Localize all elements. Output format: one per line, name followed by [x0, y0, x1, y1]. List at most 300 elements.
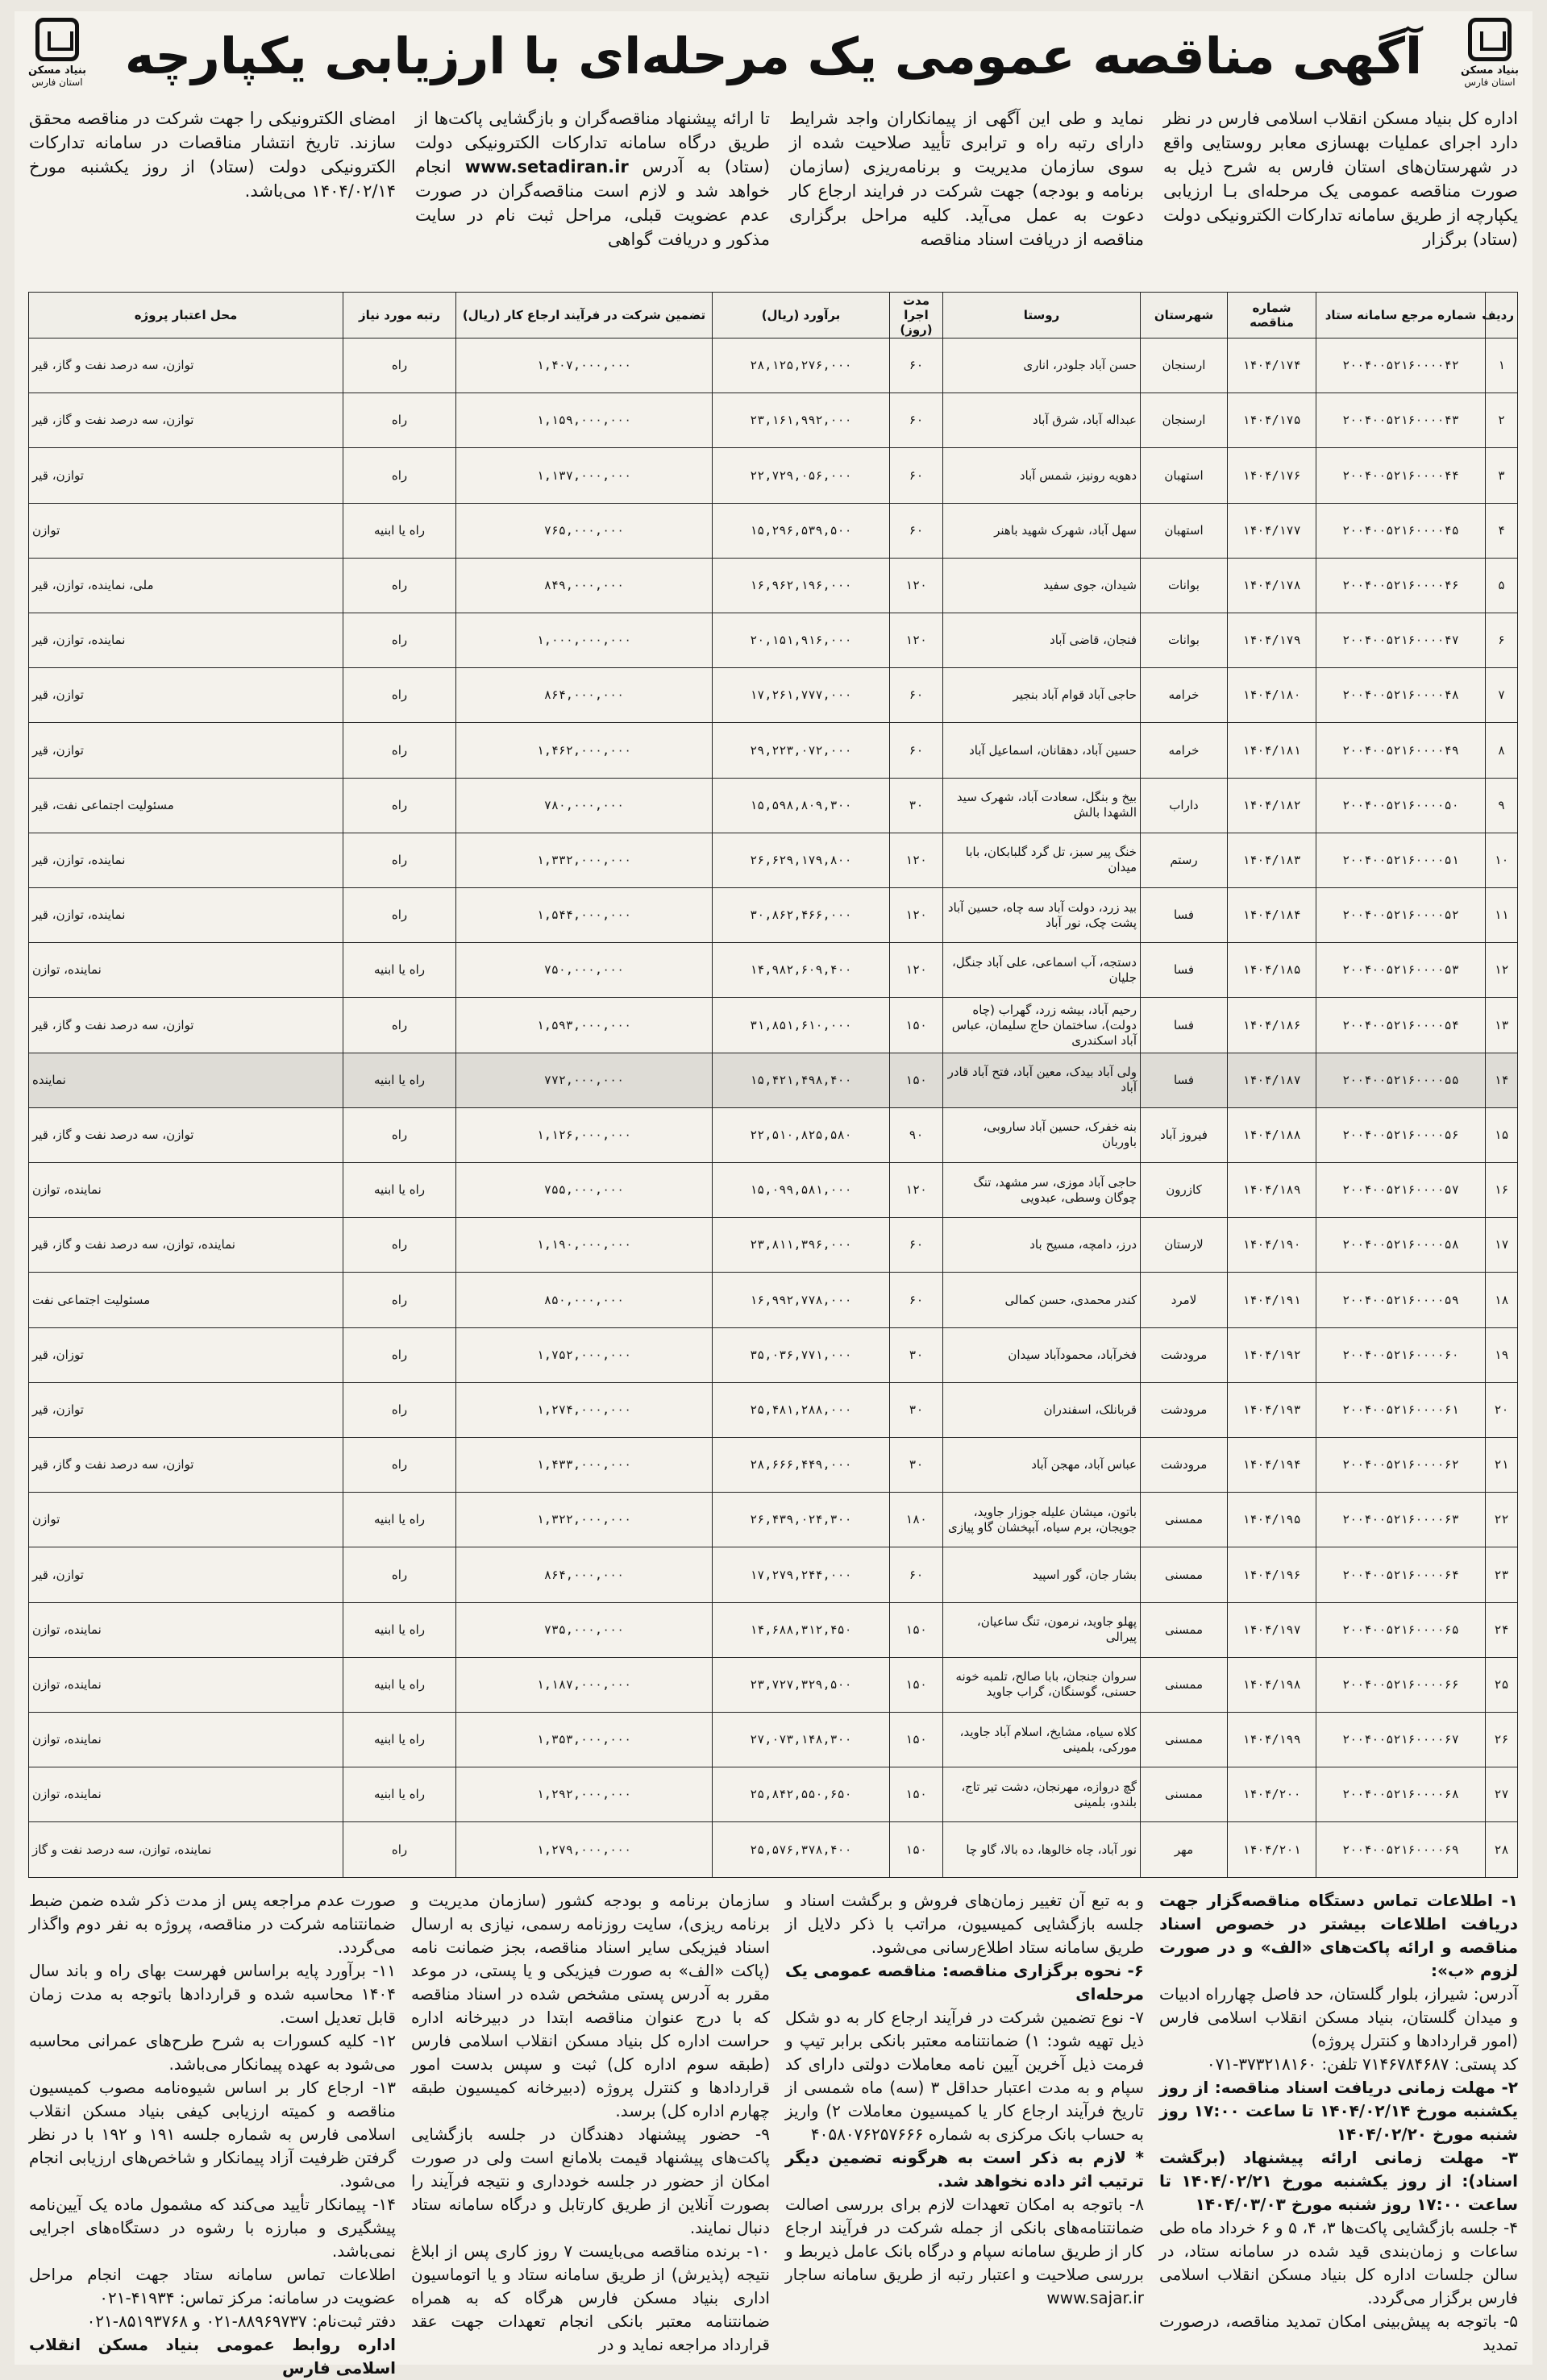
- cell-credit-source: نماینده، توازن، قیر: [29, 888, 343, 943]
- tender-table-wrapper: [29, 292, 1518, 1878]
- cell-reference: ۲۰۰۴۰۰۵۲۱۶۰۰۰۰۶۱: [1316, 1382, 1486, 1437]
- cell-village: دهویه رونیز، شمس آباد: [943, 448, 1141, 503]
- cell-tender-number: ۱۴۰۴/۱۷۴: [1228, 339, 1316, 393]
- cell-guarantee: ۷۶۵,۰۰۰,۰۰۰: [456, 503, 713, 558]
- cell-row-number: ۱۲: [1486, 943, 1518, 998]
- cell-guarantee: ۷۸۰,۰۰۰,۰۰۰: [456, 778, 713, 833]
- cell-tender-number: ۱۴۰۴/۱۹۸: [1228, 1657, 1316, 1712]
- header: [15, 11, 1532, 100]
- table-header-row: [29, 293, 1518, 339]
- cell-row-number: ۱۶: [1486, 1163, 1518, 1218]
- cell-grade: راه یا ابنیه: [343, 1493, 456, 1547]
- cell-grade: راه: [343, 613, 456, 668]
- cell-grade: راه: [343, 1327, 456, 1382]
- cell-county: مرودشت: [1141, 1382, 1228, 1437]
- cell-county: لارستان: [1141, 1218, 1228, 1273]
- table-row: [29, 1327, 1518, 1382]
- cell-grade: راه یا ابنیه: [343, 1163, 456, 1218]
- cell-tender-number: ۱۴۰۴/۱۹۴: [1228, 1438, 1316, 1493]
- cell-duration: ۱۵۰: [890, 1053, 943, 1107]
- cell-grade: راه یا ابنیه: [343, 1602, 456, 1657]
- cell-credit-source: توازن، قیر: [29, 1547, 343, 1602]
- cell-duration: ۳۰: [890, 778, 943, 833]
- cell-guarantee: ۱,۲۷۹,۰۰۰,۰۰۰: [456, 1822, 713, 1878]
- cell-village: بیخ و بنگل، سعادت آباد، شهرک سید الشهدا بالش: [943, 778, 1141, 833]
- cell-credit-source: نماینده، توازن: [29, 1657, 343, 1712]
- cell-duration: ۳۰: [890, 1327, 943, 1382]
- cell-reference: ۲۰۰۴۰۰۵۲۱۶۰۰۰۰۴۷: [1316, 613, 1486, 668]
- newspaper-page: [15, 11, 1532, 2378]
- cell-guarantee: ۱,۱۲۶,۰۰۰,۰۰۰: [456, 1107, 713, 1162]
- cell-county: فیروز آباد: [1141, 1107, 1228, 1162]
- cell-county: خرامه: [1141, 723, 1228, 778]
- cell-grade: راه: [343, 998, 456, 1053]
- cell-county: بوانات: [1141, 558, 1228, 613]
- footer-col1-p2: کد پستی: ۷۱۴۶۷۸۴۶۸۷ تلفن: ۳۷۳۲۱۸۱۶۰-۰۷۱: [1206, 2054, 1518, 2074]
- header-estimate: برآورد (ریال): [713, 293, 890, 339]
- cell-guarantee: ۱,۵۴۴,۰۰۰,۰۰۰: [456, 888, 713, 943]
- footer-col3-p1: ۹- حضور پیشنهاد دهندگان در جلسه بازگشایی پاکت‌های پیشنهاد قیمت بلامانع است ولی در صورت امکان از حضور در جلسه خودداری و نتیجه فرآیند را بصورت آنلاین از طریق کارتابل و درگاه سامانه ستاد دنبال نمایند.: [411, 2125, 770, 2237]
- cell-tender-number: ۱۴۰۴/۱۸۹: [1228, 1163, 1316, 1218]
- footer-col4-p1: ۱۱- برآورد پایه براساس فهرست بهای راه و باند سال ۱۴۰۴ محاسبه شده و قراردادها باتوجه به مدت زمان قابل تعدیل است.: [29, 1961, 396, 2027]
- cell-credit-source: توازن، سه درصد نفت و گاز، قیر: [29, 1107, 343, 1162]
- table-row: [29, 723, 1518, 778]
- cell-tender-number: ۱۴۰۴/۲۰۱: [1228, 1822, 1316, 1878]
- table-row: [29, 888, 1518, 943]
- cell-duration: ۶۰: [890, 1273, 943, 1327]
- footer-col2-p3: * لازم به ذکر است به هرگونه تضمین دیگر ترتیب اثر داده نخواهد شد.: [785, 2148, 1144, 2191]
- cell-credit-source: نماینده، توازن: [29, 943, 343, 998]
- cell-reference: ۲۰۰۴۰۰۵۲۱۶۰۰۰۰۵۲: [1316, 888, 1486, 943]
- cell-reference: ۲۰۰۴۰۰۵۲۱۶۰۰۰۰۶۹: [1316, 1822, 1486, 1878]
- cell-row-number: ۲۱: [1486, 1438, 1518, 1493]
- cell-reference: ۲۰۰۴۰۰۵۲۱۶۰۰۰۰۶۵: [1316, 1602, 1486, 1657]
- cell-duration: ۱۵۰: [890, 1713, 943, 1767]
- footer-col4-p7: اداره روابط عمومی بنیاد مسکن انقلاب اسلامی فارس: [29, 2335, 396, 2378]
- cell-village: عباس آباد، مهجن آباد: [943, 1438, 1141, 1493]
- logo-subtitle: استان فارس: [1464, 77, 1516, 88]
- cell-village: حسین آباد، دهقانان، اسماعیل آباد: [943, 723, 1141, 778]
- logo-subtitle: استان فارس: [31, 77, 83, 88]
- table-row: [29, 1767, 1518, 1822]
- cell-county: کازرون: [1141, 1163, 1228, 1218]
- footer-col4-p5: اطلاعات تماس سامانه ستاد جهت انجام مراحل عضویت در سامانه: مرکز تماس: ۴۱۹۳۴-۰۲۱: [29, 2265, 396, 2307]
- cell-estimate: ۲۵,۵۷۶,۳۷۸,۴۰۰: [713, 1822, 890, 1878]
- cell-estimate: ۱۵,۰۹۹,۵۸۱,۰۰۰: [713, 1163, 890, 1218]
- cell-row-number: ۱۹: [1486, 1327, 1518, 1382]
- cell-credit-source: نماینده، توازن، قیر: [29, 613, 343, 668]
- cell-village: عبداله آباد، شرق آباد: [943, 393, 1141, 448]
- cell-row-number: ۱: [1486, 339, 1518, 393]
- cell-county: بوانات: [1141, 613, 1228, 668]
- cell-guarantee: ۱,۰۰۰,۰۰۰,۰۰۰: [456, 613, 713, 668]
- cell-credit-source: توازن، سه درصد نفت و گاز، قیر: [29, 339, 343, 393]
- table-row: [29, 1713, 1518, 1767]
- cell-guarantee: ۸۶۴,۰۰۰,۰۰۰: [456, 668, 713, 723]
- table-row: [29, 558, 1518, 613]
- cell-guarantee: ۷۵۰,۰۰۰,۰۰۰: [456, 943, 713, 998]
- cell-grade: راه: [343, 1438, 456, 1493]
- footer-col1-p3: ۲- مهلت زمانی دریافت اسناد مناقصه: از روز یکشنبه مورخ ۱۴۰۴/۰۲/۱۴ تا ساعت ۱۷:۰۰ روز شنبه مورخ ۱۴۰۴/۰۲/۲۰: [1159, 2078, 1519, 2144]
- cell-county: فسا: [1141, 888, 1228, 943]
- cell-grade: راه: [343, 1273, 456, 1327]
- cell-village: فنجان، قاضی آباد: [943, 613, 1141, 668]
- cell-credit-source: نماینده، توازن، قیر: [29, 833, 343, 887]
- cell-village: درز، دامچه، مسیح باد: [943, 1218, 1141, 1273]
- cell-guarantee: ۸۵۰,۰۰۰,۰۰۰: [456, 1273, 713, 1327]
- intro-text-3: تا ارائه پیشنهاد مناقصه‌گران و بازگشایی پاکت‌ها از طریق درگاه سامانه تدارکات الکترونیکی دولت (ستاد) به آدرس www.setadiran.ir انجام خواهد شد و لازم است مناقصه‌گران در صورت عدم عضویت قبلی، مراحل ثبت نام در سایت مذکور و دریافت گواهی: [415, 109, 770, 249]
- cell-guarantee: ۸۶۴,۰۰۰,۰۰۰: [456, 1547, 713, 1602]
- cell-duration: ۶۰: [890, 339, 943, 393]
- cell-county: ارسنجان: [1141, 339, 1228, 393]
- cell-village: شیدان، جوی سفید: [943, 558, 1141, 613]
- cell-row-number: ۲۵: [1486, 1657, 1518, 1712]
- cell-row-number: ۲۷: [1486, 1767, 1518, 1822]
- cell-row-number: ۲۲: [1486, 1493, 1518, 1547]
- cell-grade: راه: [343, 723, 456, 778]
- cell-duration: ۱۲۰: [890, 943, 943, 998]
- cell-row-number: ۱۳: [1486, 998, 1518, 1053]
- cell-village: بید زرد، دولت آباد سه چاه، حسین آباد پشت چک، نور آباد: [943, 888, 1141, 943]
- cell-guarantee: ۱,۳۳۲,۰۰۰,۰۰۰: [456, 833, 713, 887]
- cell-estimate: ۲۳,۷۲۷,۳۲۹,۵۰۰: [713, 1657, 890, 1712]
- cell-county: ارسنجان: [1141, 393, 1228, 448]
- cell-grade: راه: [343, 1218, 456, 1273]
- cell-grade: راه: [343, 1382, 456, 1437]
- cell-county: رستم: [1141, 833, 1228, 887]
- cell-credit-source: نماینده، توازن: [29, 1767, 343, 1822]
- housing-foundation-logo-icon: [1468, 18, 1512, 61]
- cell-estimate: ۲۵,۸۴۲,۵۵۰,۶۵۰: [713, 1767, 890, 1822]
- table-row: [29, 339, 1518, 393]
- cell-reference: ۲۰۰۴۰۰۵۲۱۶۰۰۰۰۵۹: [1316, 1273, 1486, 1327]
- cell-duration: ۶۰: [890, 503, 943, 558]
- cell-county: فسا: [1141, 1053, 1228, 1107]
- footer-col2-p1: ۶- نحوه برگزاری مناقصه: مناقصه عمومی یک مرحله‌ای: [785, 1961, 1144, 2004]
- cell-estimate: ۲۸,۶۶۶,۴۴۹,۰۰۰: [713, 1438, 890, 1493]
- cell-village: قربانلک، اسفندران: [943, 1382, 1141, 1437]
- footer-col3-p2: ۱۰- برنده مناقصه می‌بایست ۷ روز کاری پس از ابلاغ نتیجه (پذیرش) از طریق سامانه ستاد و یا اتوماسیون اداری بنیاد مسکن فارس هرگاه که به همراه ضمانتنامه معتبر بانکی انجام تعهدات جهت عقد قرارداد مراجعه نماید و در: [411, 2241, 770, 2354]
- cell-credit-source: مسئولیت اجتماعی نفت: [29, 1273, 343, 1327]
- cell-row-number: ۲۰: [1486, 1382, 1518, 1437]
- cell-guarantee: ۱,۲۹۲,۰۰۰,۰۰۰: [456, 1767, 713, 1822]
- intro-column-3: [415, 106, 770, 285]
- table-row: [29, 1493, 1518, 1547]
- cell-village: رحیم آباد، بیشه زرد، گهراب (چاه دولت)، ساختمان حاج سلیمان، عباس آباد اسکندری: [943, 998, 1141, 1053]
- cell-grade: راه یا ابنیه: [343, 1053, 456, 1107]
- cell-row-number: ۱۴: [1486, 1053, 1518, 1107]
- cell-guarantee: ۱,۱۳۷,۰۰۰,۰۰۰: [456, 448, 713, 503]
- cell-guarantee: ۱,۴۳۳,۰۰۰,۰۰۰: [456, 1438, 713, 1493]
- footer-col4-p4: ۱۴- پیمانکار تأیید می‌کند که مشمول ماده یک آیین‌نامه پیشگیری و مبارزه با رشوه در دستگاه‌های اجرایی نمی‌باشد.: [29, 2195, 396, 2261]
- cell-credit-source: توازن: [29, 1493, 343, 1547]
- footer-col1-p4: ۳- مهلت زمانی ارائه پیشنهاد (برگشت اسناد): از روز یکشنبه مورخ ۱۴۰۴/۰۲/۲۱ تا ساعت ۱۷:۰۰ روز شنبه مورخ ۱۴۰۴/۰۳/۰۳: [1159, 2148, 1519, 2214]
- cell-duration: ۳۰: [890, 1382, 943, 1437]
- cell-credit-source: توازن، سه درصد نفت و گاز، قیر: [29, 393, 343, 448]
- logo-left: [23, 18, 92, 95]
- cell-tender-number: ۱۴۰۴/۱۷۹: [1228, 613, 1316, 668]
- cell-guarantee: ۱,۵۹۳,۰۰۰,۰۰۰: [456, 998, 713, 1053]
- setadiran-link[interactable]: www.setadiran.ir: [464, 157, 629, 177]
- cell-village: پهلو جاوید، نرمون، تنگ ساعیان، پیرالی: [943, 1602, 1141, 1657]
- cell-row-number: ۱۰: [1486, 833, 1518, 887]
- cell-county: مهر: [1141, 1822, 1228, 1878]
- cell-reference: ۲۰۰۴۰۰۵۲۱۶۰۰۰۰۴۵: [1316, 503, 1486, 558]
- cell-row-number: ۶: [1486, 613, 1518, 668]
- cell-duration: ۱۲۰: [890, 888, 943, 943]
- cell-county: مرودشت: [1141, 1327, 1228, 1382]
- cell-reference: ۲۰۰۴۰۰۵۲۱۶۰۰۰۰۶۴: [1316, 1547, 1486, 1602]
- cell-row-number: ۱۷: [1486, 1218, 1518, 1273]
- cell-credit-source: مسئولیت اجتماعی نفت، قیر: [29, 778, 343, 833]
- cell-guarantee: ۷۵۵,۰۰۰,۰۰۰: [456, 1163, 713, 1218]
- header-credit-source: محل اعتبار پروژه: [29, 293, 343, 339]
- cell-guarantee: ۷۷۲,۰۰۰,۰۰۰: [456, 1053, 713, 1107]
- cell-row-number: ۷: [1486, 668, 1518, 723]
- cell-tender-number: ۱۴۰۴/۱۹۶: [1228, 1547, 1316, 1602]
- table-row: [29, 1382, 1518, 1437]
- cell-reference: ۲۰۰۴۰۰۵۲۱۶۰۰۰۰۴۴: [1316, 448, 1486, 503]
- cell-row-number: ۴: [1486, 503, 1518, 558]
- cell-village: کندر محمدی، حسن کمالی: [943, 1273, 1141, 1327]
- cell-village: نور آباد، چاه خالوها، ده بالا، گاو چا: [943, 1822, 1141, 1878]
- cell-county: استهبان: [1141, 503, 1228, 558]
- cell-row-number: ۲۳: [1486, 1547, 1518, 1602]
- cell-tender-number: ۱۴۰۴/۱۹۳: [1228, 1382, 1316, 1437]
- cell-grade: راه: [343, 448, 456, 503]
- cell-credit-source: توازن، قیر: [29, 668, 343, 723]
- cell-tender-number: ۱۴۰۴/۱۷۷: [1228, 503, 1316, 558]
- cell-credit-source: نماینده، توازن: [29, 1163, 343, 1218]
- cell-grade: راه: [343, 668, 456, 723]
- cell-tender-number: ۱۴۰۴/۱۸۶: [1228, 998, 1316, 1053]
- cell-reference: ۲۰۰۴۰۰۵۲۱۶۰۰۰۰۵۱: [1316, 833, 1486, 887]
- cell-village: دستجه، آب اسماعی، علی آباد جنگل، جلیان: [943, 943, 1141, 998]
- cell-duration: ۱۸۰: [890, 1493, 943, 1547]
- cell-village: باتون، میشان علیله جوزار جاوید، جویجان، برم سیاه، آبپخشان گاو پیازی: [943, 1493, 1141, 1547]
- cell-credit-source: توازن، قیر: [29, 448, 343, 503]
- cell-estimate: ۲۰,۱۵۱,۹۱۶,۰۰۰: [713, 613, 890, 668]
- cell-guarantee: ۱,۳۵۳,۰۰۰,۰۰۰: [456, 1713, 713, 1767]
- footer-col1-p6: ۵- باتوجه به پیش‌بینی امکان تمدید مناقصه، درصورت تمدید: [1159, 2311, 1518, 2354]
- table-row: [29, 943, 1518, 998]
- cell-duration: ۱۲۰: [890, 613, 943, 668]
- table-row: [29, 1602, 1518, 1657]
- cell-reference: ۲۰۰۴۰۰۵۲۱۶۰۰۰۰۵۶: [1316, 1107, 1486, 1162]
- cell-credit-source: نماینده، توازن: [29, 1602, 343, 1657]
- cell-estimate: ۲۶,۴۳۹,۰۲۴,۳۰۰: [713, 1493, 890, 1547]
- cell-county: استهبان: [1141, 448, 1228, 503]
- cell-duration: ۶۰: [890, 1218, 943, 1273]
- cell-estimate: ۲۲,۷۲۹,۰۵۶,۰۰۰: [713, 448, 890, 503]
- footer-column-3: [411, 1889, 770, 2357]
- table-row: [29, 613, 1518, 668]
- cell-credit-source: ملی، نماینده، توازن، قیر: [29, 558, 343, 613]
- cell-reference: ۲۰۰۴۰۰۵۲۱۶۰۰۰۰۴۸: [1316, 668, 1486, 723]
- cell-tender-number: ۱۴۰۴/۱۸۸: [1228, 1107, 1316, 1162]
- cell-duration: ۶۰: [890, 668, 943, 723]
- cell-county: ممسنی: [1141, 1493, 1228, 1547]
- cell-reference: ۲۰۰۴۰۰۵۲۱۶۰۰۰۰۶۲: [1316, 1438, 1486, 1493]
- cell-county: فسا: [1141, 943, 1228, 998]
- cell-guarantee: ۱,۱۵۹,۰۰۰,۰۰۰: [456, 393, 713, 448]
- cell-duration: ۶۰: [890, 393, 943, 448]
- cell-estimate: ۱۷,۲۶۱,۷۷۷,۰۰۰: [713, 668, 890, 723]
- table-row: [29, 1547, 1518, 1602]
- cell-village: کلاه سیاه، مشایخ، اسلام آباد جاوید، مورکی، بلمینی: [943, 1713, 1141, 1767]
- cell-village: خنگ پیر سبز، تل گرد گلبابکان، بابا میدان: [943, 833, 1141, 887]
- cell-estimate: ۱۴,۶۸۸,۳۱۲,۴۵۰: [713, 1602, 890, 1657]
- logo-name: بنیاد مسکن: [1460, 64, 1520, 77]
- footer-col4-p6: دفتر ثبت‌نام: ۸۸۹۶۹۷۳۷-۰۲۱ و ۸۵۱۹۳۷۶۸-۰۲۱: [86, 2311, 396, 2331]
- cell-credit-source: توازن، سه درصد نفت و گاز، قیر: [29, 1438, 343, 1493]
- header-row-number: ردیف: [1486, 293, 1518, 339]
- cell-row-number: ۲۶: [1486, 1713, 1518, 1767]
- cell-county: لامرد: [1141, 1273, 1228, 1327]
- cell-reference: ۲۰۰۴۰۰۵۲۱۶۰۰۰۰۴۶: [1316, 558, 1486, 613]
- cell-guarantee: ۷۳۵,۰۰۰,۰۰۰: [456, 1602, 713, 1657]
- cell-tender-number: ۱۴۰۴/۱۹۰: [1228, 1218, 1316, 1273]
- cell-tender-number: ۱۴۰۴/۱۸۴: [1228, 888, 1316, 943]
- cell-row-number: ۱۸: [1486, 1273, 1518, 1327]
- cell-row-number: ۳: [1486, 448, 1518, 503]
- cell-guarantee: ۱,۴۰۷,۰۰۰,۰۰۰: [456, 339, 713, 393]
- cell-row-number: ۵: [1486, 558, 1518, 613]
- cell-county: خرامه: [1141, 668, 1228, 723]
- cell-duration: ۱۵۰: [890, 1657, 943, 1712]
- cell-guarantee: ۱,۴۶۲,۰۰۰,۰۰۰: [456, 723, 713, 778]
- tender-table: [28, 292, 1518, 1878]
- table-row: [29, 1163, 1518, 1218]
- cell-duration: ۶۰: [890, 1547, 943, 1602]
- cell-guarantee: ۸۴۹,۰۰۰,۰۰۰: [456, 558, 713, 613]
- cell-reference: ۲۰۰۴۰۰۵۲۱۶۰۰۰۰۵۷: [1316, 1163, 1486, 1218]
- cell-duration: ۱۲۰: [890, 558, 943, 613]
- cell-tender-number: ۱۴۰۴/۱۸۷: [1228, 1053, 1316, 1107]
- cell-tender-number: ۱۴۰۴/۱۹۷: [1228, 1602, 1316, 1657]
- cell-reference: ۲۰۰۴۰۰۵۲۱۶۰۰۰۰۶۰: [1316, 1327, 1486, 1382]
- ad-title: آگهی مناقصه عمومی یک مرحله‌ای با ارزیابی یکپارچه: [124, 27, 1423, 85]
- cell-village: بنه خفرک، حسین آباد ساروبی، باوربان: [943, 1107, 1141, 1162]
- cell-credit-source: نماینده، توازن: [29, 1713, 343, 1767]
- cell-credit-source: توزان، قیر: [29, 1327, 343, 1382]
- cell-grade: راه: [343, 339, 456, 393]
- intro-column-1: [1163, 106, 1518, 285]
- cell-village: فخرآباد، محمودآباد سیدان: [943, 1327, 1141, 1382]
- footer-col2-p4: ۸- باتوجه به امکان تعهدات لازم برای بررسی اصالت ضمانتنامه‌های بانکی از جمله شرکت در فرآیند ارجاع کار از طریق سامانه سپام و درگاه بانک عامل ذیربط و بررسی صلاحیت و اعتبار رتبه از طریق سامانه ساجار www.sajar.ir: [785, 2195, 1144, 2307]
- table-row: [29, 668, 1518, 723]
- cell-reference: ۲۰۰۴۰۰۵۲۱۶۰۰۰۰۶۶: [1316, 1657, 1486, 1712]
- cell-row-number: ۸: [1486, 723, 1518, 778]
- footer-column-2: [785, 1889, 1144, 2357]
- cell-reference: ۲۰۰۴۰۰۵۲۱۶۰۰۰۰۵۸: [1316, 1218, 1486, 1273]
- cell-county: ممسنی: [1141, 1657, 1228, 1712]
- cell-estimate: ۱۶,۹۶۲,۱۹۶,۰۰۰: [713, 558, 890, 613]
- housing-foundation-logo-icon: [35, 18, 79, 61]
- cell-guarantee: ۱,۷۵۲,۰۰۰,۰۰۰: [456, 1327, 713, 1382]
- table-row: [29, 1107, 1518, 1162]
- cell-estimate: ۱۴,۹۸۲,۶۰۹,۴۰۰: [713, 943, 890, 998]
- header-village: روستا: [943, 293, 1141, 339]
- cell-credit-source: توازن: [29, 503, 343, 558]
- cell-duration: ۱۵۰: [890, 998, 943, 1053]
- cell-county: ممسنی: [1141, 1713, 1228, 1767]
- cell-tender-number: ۱۴۰۴/۱۷۵: [1228, 393, 1316, 448]
- cell-credit-source: نماینده: [29, 1053, 343, 1107]
- cell-tender-number: ۱۴۰۴/۱۸۱: [1228, 723, 1316, 778]
- table-row: [29, 393, 1518, 448]
- cell-credit-source: نماینده، توازن، سه درصد نفت و گاز: [29, 1822, 343, 1878]
- cell-village: سروان جنجان، بابا صالح، تلمبه خونه حسنی، گوسنگان، گراب جاوید: [943, 1657, 1141, 1712]
- footer-column-4: [29, 1889, 396, 2378]
- cell-grade: راه: [343, 833, 456, 887]
- header-grade: رتبه مورد نیاز: [343, 293, 456, 339]
- cell-tender-number: ۱۴۰۴/۱۸۲: [1228, 778, 1316, 833]
- cell-tender-number: ۱۴۰۴/۱۸۵: [1228, 943, 1316, 998]
- cell-row-number: ۱۱: [1486, 888, 1518, 943]
- cell-credit-source: توازن، قیر: [29, 723, 343, 778]
- cell-estimate: ۳۰,۸۶۲,۴۶۶,۰۰۰: [713, 888, 890, 943]
- cell-duration: ۱۲۰: [890, 833, 943, 887]
- footer-column-1: [1159, 1889, 1518, 2357]
- header-county: شهرستان: [1141, 293, 1228, 339]
- header-guarantee: تضمین شرکت در فرآیند ارجاع کار (ریال): [456, 293, 713, 339]
- cell-grade: راه: [343, 1107, 456, 1162]
- cell-county: ممسنی: [1141, 1767, 1228, 1822]
- cell-tender-number: ۱۴۰۴/۱۸۰: [1228, 668, 1316, 723]
- cell-reference: ۲۰۰۴۰۰۵۲۱۶۰۰۰۰۵۴: [1316, 998, 1486, 1053]
- cell-grade: راه: [343, 1822, 456, 1878]
- logo-name: بنیاد مسکن: [27, 64, 87, 77]
- cell-reference: ۲۰۰۴۰۰۵۲۱۶۰۰۰۰۴۲: [1316, 339, 1486, 393]
- table-row: [29, 1273, 1518, 1327]
- footer-col2-p2: ۷- نوع تضمین شرکت در فرآیند ارجاع کار به دو شکل ذیل تهیه شود: ۱) ضمانتنامه معتبر بانکی برابر تیپ و فرمت ذیل آخرین آیین نامه معاملات دولتی دارای کد سپام و به مدت اعتبار حداقل ۳ (سه) ماه شمسی از تاریخ فرآیند ارجاع کار یا کمیسیون معاملات ۲) واریز به حساب بانک مرکزی به شماره ۴۰۵۸۰۷۶۲۵۷۶۶۶: [785, 2008, 1145, 2144]
- header-duration: مدت اجرا (روز): [890, 293, 943, 339]
- footer-col4-p0: صورت عدم مراجعه پس از مدت ذکر شده ضمن ضبط ضمانتنامه شرکت در مناقصه، پروژه به نفر دوم واگذار می‌گردد.: [29, 1891, 396, 1957]
- table-row: [29, 1218, 1518, 1273]
- table-row: [29, 833, 1518, 887]
- table-row: [29, 448, 1518, 503]
- cell-grade: راه یا ابنیه: [343, 1713, 456, 1767]
- cell-estimate: ۲۶,۶۲۹,۱۷۹,۸۰۰: [713, 833, 890, 887]
- cell-estimate: ۱۷,۲۷۹,۲۴۴,۰۰۰: [713, 1547, 890, 1602]
- cell-duration: ۱۵۰: [890, 1767, 943, 1822]
- cell-grade: راه یا ابنیه: [343, 943, 456, 998]
- cell-county: مرودشت: [1141, 1438, 1228, 1493]
- footer-col1-p0: ۱- اطلاعات تماس دستگاه مناقصه‌گزار جهت دریافت اطلاعات بیشتر در خصوص اسناد مناقصه و ارائه پاکت‌های «الف» و در صورت لزوم «ب»:: [1159, 1891, 1518, 1980]
- table-row: [29, 1657, 1518, 1712]
- cell-tender-number: ۱۴۰۴/۱۸۳: [1228, 833, 1316, 887]
- cell-duration: ۶۰: [890, 723, 943, 778]
- cell-tender-number: ۱۴۰۴/۱۹۲: [1228, 1327, 1316, 1382]
- logo-right: [1455, 18, 1524, 95]
- cell-duration: ۱۲۰: [890, 1163, 943, 1218]
- cell-credit-source: توازن، سه درصد نفت و گاز، قیر: [29, 998, 343, 1053]
- footer-col4-p2: ۱۲- کلیه کسورات به شرح طرح‌های عمرانی محاسبه می‌شود به عهده پیمانکار می‌باشد.: [29, 2031, 396, 2074]
- intro-text-1: اداره کل بنیاد مسکن انقلاب اسلامی فارس در نظر دارد اجرای عملیات بهسازی معابر روستایی واقع در شهرستان‌های استان فارس به شرح ذیل به صورت مناقصه عمومی یک مرحله‌ای بـا ارزیابی یکپارچه از طریق سامانه تدارکات الکترونیکی دولت (ستاد) برگزار: [1163, 109, 1518, 249]
- footer-col1-p5: ۴- جلسه بازگشایی پاکت‌ها ۳، ۴، ۵ و ۶ خرداد ماه طی ساعات و زمان‌بندی قید شده در سامانه ستاد، در سالن جلسات اداره کل بنیاد مسکن انقلاب اسلامی فارس برگزار می‌گردد.: [1159, 2218, 1519, 2307]
- cell-estimate: ۳۵,۰۳۶,۷۷۱,۰۰۰: [713, 1327, 890, 1382]
- cell-guarantee: ۱,۳۲۲,۰۰۰,۰۰۰: [456, 1493, 713, 1547]
- cell-reference: ۲۰۰۴۰۰۵۲۱۶۰۰۰۰۵۵: [1316, 1053, 1486, 1107]
- cell-grade: راه: [343, 778, 456, 833]
- cell-estimate: ۱۵,۲۹۶,۵۳۹,۵۰۰: [713, 503, 890, 558]
- cell-grade: راه: [343, 558, 456, 613]
- cell-reference: ۲۰۰۴۰۰۵۲۱۶۰۰۰۰۵۰: [1316, 778, 1486, 833]
- cell-village: سهل آباد، شهرک شهید باهنر: [943, 503, 1141, 558]
- table-row: [29, 778, 1518, 833]
- cell-village: حاجی آباد موزی، سر مشهد، تنگ چوگان وسطی، عبدویی: [943, 1163, 1141, 1218]
